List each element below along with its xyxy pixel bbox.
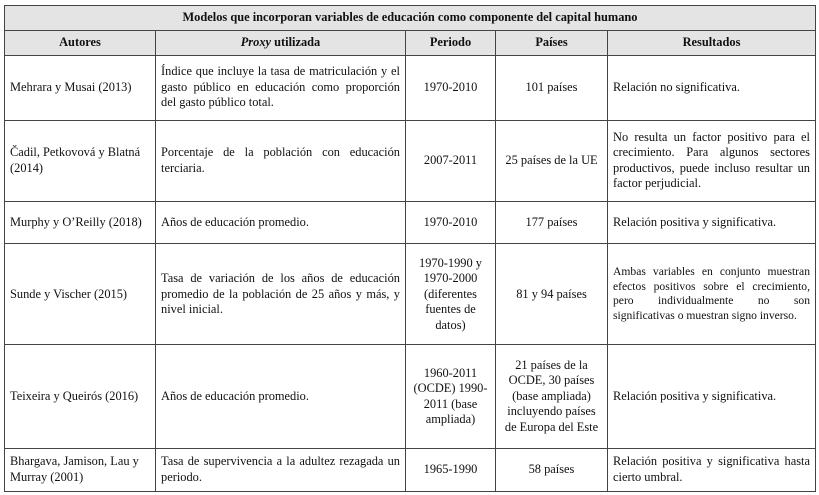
cell-proxy: Años de educación promedio. [156,202,406,244]
cell-autores: Čadil, Petkovová y Blatná (2014) [5,120,156,202]
cell-proxy: Años de educación promedio. [156,345,406,448]
cell-proxy: Porcentaje de la población con educación terciaria. [156,120,406,202]
cell-paises: 25 países de la UE [496,120,608,202]
header-paises: Países [496,30,608,55]
cell-periodo: 1960-2011 (OCDE) 1990-2011 (base ampliada) [406,345,496,448]
header-proxy [156,30,406,55]
cell-autores: Sunde y Vischer (2015) [5,244,156,345]
table-row [5,244,816,345]
header-proxy-rest: utilizada [271,34,321,49]
cell-periodo: 1965-1990 [406,448,496,491]
table-title: Modelos que incorporan variables de educación como componente del capital humano [5,6,816,31]
cell-resultados: Relación positiva y significativa hasta cierto umbral. [608,448,816,491]
cell-periodo: 1970-1990 y 1970-2000 (diferentes fuentes de datos) [406,244,496,345]
cell-proxy: Tasa de supervivencia a la adultez rezagada un periodo. [156,448,406,491]
table-header-row [5,30,816,55]
table-row [5,345,816,448]
header-resultados: Resultados [608,30,816,55]
cell-autores: Mehrara y Musai (2013) [5,55,156,120]
cell-paises: 177 países [496,202,608,244]
cell-paises: 58 países [496,448,608,491]
cell-autores: Bhargava, Jamison, Lau y Murray (2001) [5,448,156,491]
cell-resultados: Ambas variables en conjunto muestran efectos positivos sobre el crecimiento, pero individualmente no son significativas o muestran signo inverso. [608,244,816,345]
education-models-table [4,5,816,492]
header-autores: Autores [5,30,156,55]
cell-autores: Murphy y O’Reilly (2018) [5,202,156,244]
header-proxy-italic: Proxy [240,34,272,49]
cell-resultados: Relación positiva y significativa. [608,202,816,244]
header-periodo: Periodo [406,30,496,55]
table-title-row [5,6,816,31]
cell-autores: Teixeira y Queirós (2016) [5,345,156,448]
table-row [5,120,816,202]
cell-periodo: 2007-2011 [406,120,496,202]
cell-paises: 21 países de la OCDE, 30 países (base ampliada) incluyendo países de Europa del Este [496,345,608,448]
cell-periodo: 1970-2010 [406,202,496,244]
cell-periodo: 1970-2010 [406,55,496,120]
table-row [5,202,816,244]
table-row [5,448,816,491]
cell-paises: 101 países [496,55,608,120]
cell-paises: 81 y 94 países [496,244,608,345]
cell-resultados: No resulta un factor positivo para el crecimiento. Para algunos sectores productivos, puede incluso resultar un factor perjudicial. [608,120,816,202]
cell-proxy: Tasa de variación de los años de educación promedio de la población de 25 años y más, y nivel inicial. [156,244,406,345]
cell-resultados: Relación no significativa. [608,55,816,120]
table-row [5,55,816,120]
cell-proxy: Índice que incluye la tasa de matriculación y el gasto público en educación como proporción del gasto público total. [156,55,406,120]
cell-resultados: Relación positiva y significativa. [608,345,816,448]
